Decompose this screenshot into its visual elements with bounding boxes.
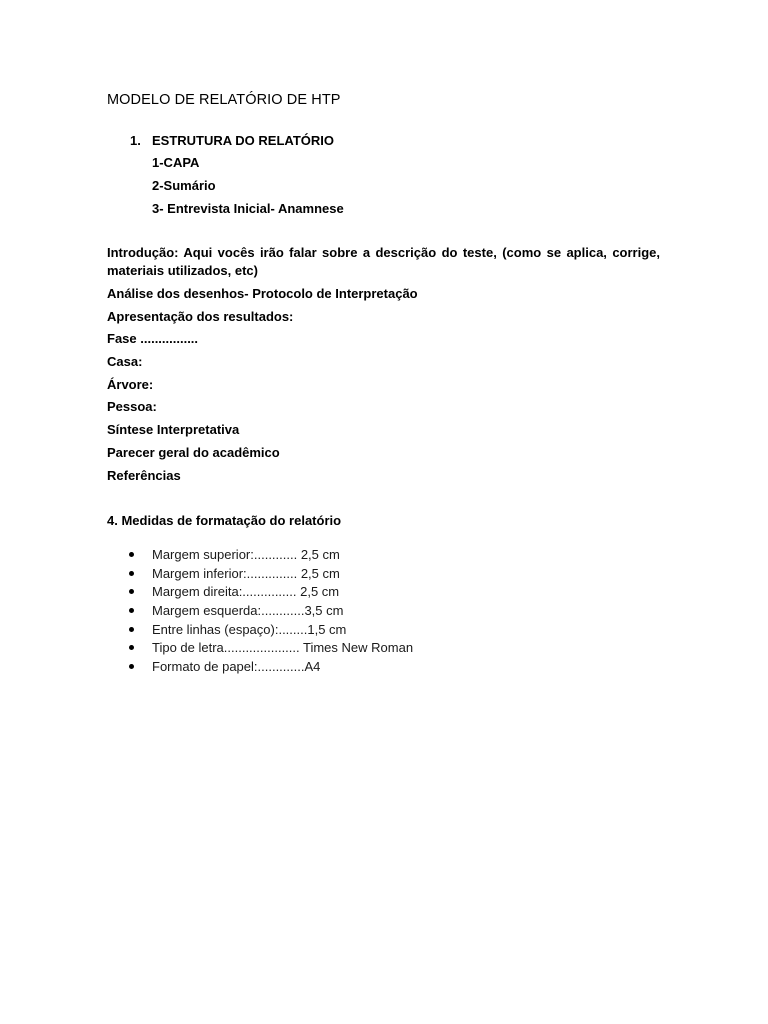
section-parecer: Parecer geral do acadêmico [107,445,280,460]
list-item-text: Margem direita:............... 2,5 cm [152,584,340,600]
list-item [0,622,768,641]
bullet-icon [129,589,134,594]
bullet-icon [129,552,134,557]
section-pessoa: Pessoa: [107,399,157,414]
formatting-list [0,547,768,678]
bullet-icon [129,627,134,632]
bullet-icon [129,571,134,576]
formatting-heading: 4. Medidas de formatação do relatório [107,513,342,528]
document-title: MODELO DE RELATÓRIO DE HTP [107,92,341,108]
intro-paragraph: Introdução: Aqui vocês irão falar sobre a descrição do teste, (como se aplica, corrige, materiais utilizados, etc) [107,245,660,278]
structure-item-sumario: 2-Sumário [152,178,216,193]
section-referencias: Referências [107,468,181,483]
section-sintese: Síntese Interpretativa [107,422,240,437]
list-item [0,603,768,622]
list-item [0,659,768,678]
list-item [0,640,768,659]
list-item-text: Margem esquerda:............3,5 cm [152,603,344,619]
structure-heading: ESTRUTURA DO RELATÓRIO [152,133,334,148]
bullet-icon [129,645,134,650]
list-item-text: Formato de papel:.............A4 [152,659,321,675]
bullet-icon [129,608,134,613]
list-item [0,547,768,566]
section-casa: Casa: [107,354,143,369]
structure-item-capa: 1-CAPA [152,155,200,170]
list-item [0,584,768,603]
bullet-icon [129,664,134,669]
section-fase: Fase ................ [107,331,199,346]
structure-number: 1. [130,133,141,148]
section-arvore: Árvore: [107,377,154,392]
list-item-text: Margem superior:............ 2,5 cm [152,547,340,562]
section-apresentacao: Apresentação dos resultados: [107,309,294,324]
list-item-text: Tipo de letra..................... Times New Roman [152,640,414,656]
list-item-text: Margem inferior:.............. 2,5 cm [152,565,340,581]
structure-item-entrevista: 3- Entrevista Inicial- Anamnese [152,201,344,216]
list-item-text: Entre linhas (espaço):........1,5 cm [152,621,347,637]
section-analise: Análise dos desenhos- Protocolo de Interpretação [107,286,418,301]
list-item [0,566,768,585]
